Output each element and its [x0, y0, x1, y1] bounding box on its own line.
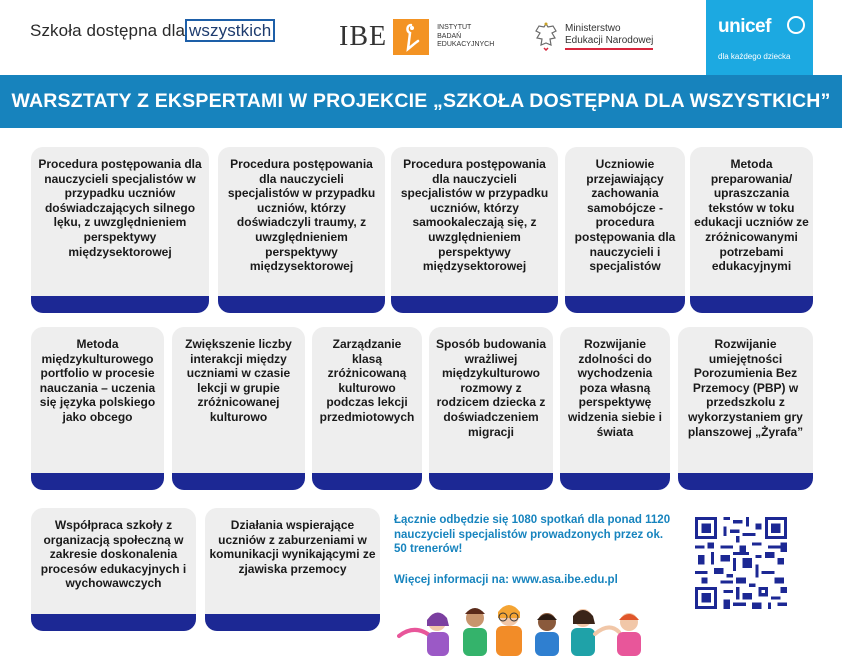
workshop-card [429, 327, 553, 490]
workshop-card-text: Procedura postępowania dla nauczycieli specjalistów w przypadku uczniów doświadczających silnego lęku, z uwzględnieniem perspektywy międzysektorowej [38, 157, 202, 259]
info-block [394, 513, 674, 587]
ministry-name-line: Edukacji Narodowej [565, 34, 654, 46]
workshop-card [560, 327, 670, 490]
workshop-card-text: Procedura postępowania dla nauczycieli specjalistów w przypadku uczniów, którzy samookaleczają się, z uwzględnieniem perspektywy międzysektorowej [400, 157, 549, 274]
unicef-tagline: dla każdego dziecka [718, 52, 791, 61]
card-footer-bar [205, 614, 380, 631]
workshop-card-text: Zwiększenie liczby interakcji między uczniami w czasie lekcji w grupie zróżnicowanej kulturowo [185, 337, 292, 424]
workshop-card-text: Sposób budowania wrażliwej międzykulturowo rozmowy z rodzicem dziecka z doświadczeniem migracji [436, 337, 546, 439]
workshop-card-text: Metoda międzykulturowego portfolio w procesie nauczania – uczenia się języka polskiego jako obcego [39, 337, 156, 424]
workshop-card-text: Procedura postępowania dla nauczycieli specjalistów w przypadku uczniów, którzy doświadczyli traumy, z uwzględnieniem perspektywy międzysektorowej [227, 157, 376, 274]
workshop-card [31, 327, 164, 490]
ministry-name [565, 23, 653, 50]
workshop-card [172, 327, 305, 490]
ministry-name-line: Ministerstwo [565, 22, 621, 34]
card-footer-bar [690, 296, 813, 313]
ministry-logo [533, 21, 653, 51]
workshop-card-text: Rozwijanie umiejętności Porozumienia Bez Przemocy (PBP) w przedszkolu z wykorzystaniem gry planszowej „Żyrafa” [687, 337, 804, 439]
workshop-card [312, 327, 422, 490]
card-footer-bar [429, 473, 553, 490]
brand-boxed-word: wszystkich [185, 19, 275, 42]
ibe-subtitle [437, 24, 494, 50]
workshop-card [205, 508, 380, 631]
qr-code-icon[interactable] [695, 517, 787, 609]
brand-prefix: Szkoła dostępna dla [30, 21, 186, 40]
card-footer-bar [312, 473, 422, 490]
workshop-card-text: Zarządzanie klasą zróżnicowaną kulturowo podczas lekcji przedmiotowych [319, 337, 415, 424]
workshop-card [565, 147, 685, 313]
ibe-logo-icon [393, 19, 429, 55]
card-footer-bar [678, 473, 813, 490]
info-summary: Łącznie odbędzie się 1080 spotkań dla ponad 1120 nauczycieli specjalistów prowadzonych przez ok. 50 trenerów! [394, 514, 671, 555]
card-footer-bar [560, 473, 670, 490]
card-footer-bar [218, 296, 385, 313]
unicef-logo [706, 0, 813, 75]
ibe-logo-text: IBE [339, 21, 388, 52]
card-footer-bar [565, 296, 685, 313]
polish-eagle-icon [533, 21, 559, 51]
workshop-card-text: Współpraca szkoły z organizacją społeczną w zakresie doskonalenia procesów edukacyjnych i wychowawczych [40, 518, 187, 591]
workshop-card [31, 508, 196, 631]
title-band [0, 75, 842, 128]
workshop-card [678, 327, 813, 490]
card-footer-bar [31, 473, 164, 490]
ibe-logo [339, 19, 494, 55]
unicef-globe-icon [787, 16, 805, 34]
info-more-link[interactable]: Więcej informacji na: www.asa.ibe.edu.pl [394, 573, 618, 586]
ibe-subtitle-line: EDUKACYJNYCH [437, 41, 495, 49]
ibe-subtitle-line: INSTYTUT [437, 24, 472, 32]
workshop-card [690, 147, 813, 313]
page-title: WARSZTATY Z EKSPERTAMI W PROJEKCIE „SZKOŁA DOSTĘPNA DLA WSZYSTKICH” [11, 90, 831, 112]
card-footer-bar [172, 473, 305, 490]
ibe-subtitle-line: BADAŃ [437, 32, 462, 40]
card-footer-bar [31, 296, 209, 313]
brand-logo [30, 21, 275, 41]
workshop-card-text: Działania wspierające uczniów z zaburzeniami w komunikacji wynikającymi ze zjawiska przemocy [209, 518, 376, 576]
card-footer-bar [31, 614, 196, 631]
workshop-card-text: Rozwijanie zdolności do wychodzenia poza własną perspektywę widzenia siebie i świata [567, 337, 663, 439]
card-footer-bar [391, 296, 558, 313]
children-illustration-icon [397, 592, 657, 656]
workshop-card-text: Uczniowie przejawiający zachowania samobójcze - procedura postępowania dla nauczycieli i specjalistów [574, 157, 676, 274]
workshop-card [218, 147, 385, 313]
workshop-card-text: Metoda preparowania/ upraszczania tekstów w toku edukacji uczniów ze zróżnicowanymi potrzebami edukacyjnymi [694, 157, 809, 274]
workshop-card [391, 147, 558, 313]
workshop-card [31, 147, 209, 313]
unicef-name: unicef [718, 16, 771, 37]
